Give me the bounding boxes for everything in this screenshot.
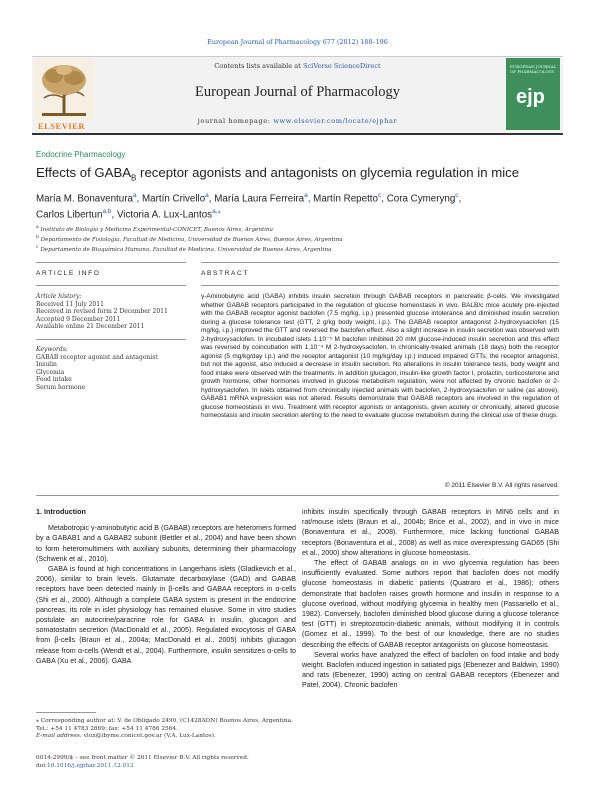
email-label: E-mail address:: [36, 733, 82, 740]
intro-paragraph-5: Several works have analyzed the effect of baclofen on food intake and body weight. Baclofen induced ingestion in satiated pigs (Ebenezer and Baldwin, 1990) and rats (Ebenezer, 1990) acting on central GABAB receptors (Ebenezer and Patel, 2004). Chronic baclofen: [302, 650, 559, 690]
article-title: [36, 165, 566, 183]
author-name[interactable]: Cora Cymeryng: [386, 193, 456, 205]
affiliation-item: [36, 244, 566, 254]
author-affiliation-marker[interactable]: c: [377, 192, 382, 199]
corresponding-footnote: [36, 718, 296, 741]
abstract-rule: [201, 262, 559, 263]
keyword-item[interactable]: Glycemia: [36, 368, 65, 376]
author-line-2: Carlos Libertun$^{a,b}$, Victoria A. Lux-Lantos$^{a,⁎}$: [36, 208, 221, 221]
affiliation-marker: a: [36, 225, 39, 230]
contents-prefix: Contents lists available at: [214, 62, 303, 70]
journal-name: European Journal of Pharmacology: [195, 84, 400, 100]
publisher-name: ELSEVIER: [38, 121, 85, 131]
bottom-info: [36, 755, 296, 770]
homepage-prefix: journal homepage:: [197, 117, 274, 125]
author-affiliation-marker[interactable]: a,⁎: [212, 208, 221, 216]
history-item: Received 11 July 2011: [36, 300, 104, 308]
title-subscript: B: [131, 173, 137, 183]
abstract-bottom-rule: [36, 495, 559, 496]
article-info-rule-2: [36, 285, 186, 286]
keyword-item[interactable]: GABAB receptor agonist and antagonist: [36, 353, 158, 361]
author-name[interactable]: Martín Crivello: [142, 193, 206, 205]
section-label: Endocrine Pharmacology: [36, 150, 126, 159]
header-divider: [32, 133, 563, 135]
affiliation-text: Departamento de Bioquímica Humana, Facultad de Medicina, Universidad de Buenos Aires, Argentina: [40, 246, 332, 253]
email-line: [36, 733, 296, 741]
history-list: [36, 301, 186, 331]
author-name[interactable]: Victoria A. Lux-Lantos: [116, 209, 213, 221]
abstract-heading: ABSTRACT: [201, 270, 249, 277]
affiliation-marker: c: [36, 244, 39, 250]
issn-line: 0014-2999/$ – see front matter © 2011 Elsevier B.V. All rights reserved.: [36, 755, 249, 761]
info-divider: [36, 339, 186, 340]
abstract-text: γ-Aminobutyric acid (GABA) inhibits insulin secretion through GABAB receptors in pancreatic β-cells. We investigated whether GABAB receptors participated in the regulation of glucose homeostasis in vivo. BALB/c mice acutely pre-injected with the GABAB receptor agonist baclofen (7.5 mg/kg, i.p.) presented glucose intolerance and diminished insulin secretion during a glucose tolerance test (GTT, 2 g/kg body weight, i.p.). The GABAB receptor antagonist 2-hydroxysaclofen (15 mg/kg, i.p.) improved the GTT and reversed the baclofen effect. Also a slight increase in insulin secretion was observed with 2-hydroxysaclofen. In incubated islets 1.10⁻⁵ M baclofen inhibited 20 mM glucose-induced insulin secretion and this effect was reversed by coincubation with 1.10⁻⁴ M 2-hydroxysaclofen. In chronically-treated animals (18 days) both the receptor agonist (5 mg/kg/day i.p.) and the receptor antagonist (10 mg/kg/day i.p.) induced impaired GTTs; the receptor antagonist, but not the agonist, also induced a decrease in insulin secretion. No alterations in insulin tolerance tests, body weight and food intake were observed with the treatments. In addition glucagon, insulin-like growth factor I, prolactin, corticosterone and growth hormone, other hormones involved in glucose metabolism regulation, were not affected by chronic baclofen or 2-hydroxysaclofen. In islets obtained from chronically injected animals with baclofen, 2-hydroxysaclofen or saline (as above), GABAB1 mRNA expression was not altered. Results demonstrate that GABAB receptors are involved in the regulation of glucose homeostasis in vivo. Treatment with receptor agonists or antagonists, given acutely or chronically, altered glucose homeostasis and insulin secretion alerting to the need to evaluate glucose metabolism during the clinical use of these drugs.: [201, 293, 559, 419]
history-item: Available online 21 December 2011: [36, 323, 145, 331]
author-affiliation-marker[interactable]: a,b: [102, 208, 112, 216]
affiliation-marker: b: [36, 234, 39, 240]
corresponding-author: ⁎ Corresponding author at: V. de Obligado 2490, (C1428ADN) Buenos Aires, Argentina. Tel.: +54 11 4783 2869; fax: +54 11 4786 2564.: [36, 718, 293, 732]
keyword-item[interactable]: Insulin: [36, 361, 57, 369]
article-info-rule: [36, 262, 186, 263]
author-affiliation-marker[interactable]: a: [304, 192, 308, 199]
intro-paragraph-4: The effect of GABAB analogs on in vivo glycemia regulation has been insufficiently evaluated. Some authors report that baclofen does not modify glucose homeostasis in diabetic patients (Quatraro et al., 1986); others demonstrate that baclofen raises growth hormone and insulin in response to a glucose overload, without modifying glycemia in healthy men (Passariello et al., 1982). Conversely, baclofen diminished blood glucose during a glucose tolerance test (GTT) in streptozotocin-diabetic animals, without modifying it in controls (Gomez et al., 1999). To the best of our knowledge, there are no studies describing the effects of GABAB receptor antagonists on glucose homeostasis.: [302, 559, 559, 649]
intro-heading: 1. Introduction: [36, 507, 86, 516]
author-affiliation-marker[interactable]: a: [205, 192, 209, 199]
affiliation-text: Instituto de Biología y Medicina Experimental-CONICET, Buenos Aires, Argentina: [40, 226, 273, 233]
history-label: Article history:: [36, 293, 82, 300]
journal-cover-thumbnail: [506, 58, 560, 130]
keyword-list: [36, 354, 186, 392]
intro-paragraph-3: inhibits insulin specifically through GABAB receptors in MIN6 cells and in rat/mouse islets (Braun et al., 2004b; Brice et al., 2002), and in vivo in mice (Bonaventura et al., 2008). Furthermore, mice lacking functional GABAB receptors (Bonaventura et al., 2008) as well as mice overexpressing GAD65 (Shi et al., 2000) show alterations in glucose homeostasis.: [302, 508, 559, 557]
affiliations: [36, 224, 566, 254]
footnote-rule: [36, 712, 96, 713]
author-name[interactable]: Carlos Libertun: [36, 209, 103, 221]
cover-title: EUROPEAN JOURNAL OF PHARMACOLOGY: [510, 64, 557, 74]
left-column: [36, 507, 296, 666]
doi-line: [36, 763, 296, 771]
copyright-line: © 2011 Elsevier B.V. All rights reserved.: [444, 482, 559, 489]
author-name[interactable]: Martín Repetto: [313, 193, 378, 205]
right-column: [302, 507, 559, 691]
journal-reference[interactable]: European Journal of Pharmacology 677 (2012) 188–196: [207, 38, 388, 46]
affiliation-text: Departamento de Fisiología, Facultad de Medicina, Universidad de Buenos Aires, Buenos Aires, Argentina: [40, 236, 343, 243]
history-item: Received in revised form 2 December 2011: [36, 308, 168, 316]
intro-paragraph-2: GABA is found at high concentrations in Langerhans islets (Gladkevich et al., 2006), similar to brain levels. Glutamate decarboxylase (GAD) and GABAB receptors have been detected mainly in β-cells and GABAA receptors in α-cells (Shi et al., 2000). Although a complete GABA system is present in the endocrine pancreas, its role in islet physiology has remained elusive. Some in vitro studies postulate an autocrine/paracrine role for GABA in insulin, glucagon and somatostatin secretion (MacDonald et al., 2005). Regulated exocytosis of GABA from β-cells (Braun et al., 2004a; MacDonald et al., 2005) inhibits glucagon release from α-cells (Wendt et al., 2004). Furthermore, insulin sensitizes α-cells to GABA (Xu et al., 2006). GABA: [36, 565, 296, 665]
author-list: [36, 189, 576, 222]
keyword-item[interactable]: Serum hormone: [36, 383, 86, 391]
keyword-item[interactable]: Food intake: [36, 376, 72, 384]
author-affiliation-marker[interactable]: c: [455, 192, 459, 199]
intro-paragraph-1: Metabotropic γ-aminobutyric acid B (GABAB) receptors are heteromers formed by a GABAB1 and a GABAB2 subunit (Bettler et al., 2004) and have been shown to form heteromultimers with auxiliary subunits, determining their pharmacology (Schwenk et al., 2010).: [36, 524, 296, 563]
sciencedirect-link[interactable]: SciVerse ScienceDirect: [302, 62, 381, 70]
email-address[interactable]: vlux@ibyme.conicet.gov.ar (V.A. Lux-Lantos).: [83, 733, 216, 740]
author-affiliation-marker[interactable]: a: [132, 192, 137, 199]
title-part-2: receptor agonists and antagonists on glycemia regulation in mice: [136, 165, 520, 180]
article-info-block: [36, 293, 186, 392]
author-line-1: María M. Bonaventura$^a$, Martín Crivello$^a$, María Laura Ferreira$^a$, Martín Repetto$^c$, Cora Cymeryng$^c$,: [36, 192, 462, 205]
author-name[interactable]: María Laura Ferreira: [214, 193, 305, 205]
affiliation-item: [36, 234, 566, 244]
keywords-label: Keywords:: [36, 345, 68, 353]
abstract-rule-2: [201, 285, 559, 286]
author-name[interactable]: María M. Bonaventura: [36, 193, 133, 205]
article-info-heading: ARTICLE INFO: [36, 270, 101, 277]
affiliation-item: [36, 224, 566, 234]
history-item: Accepted 9 December 2011: [36, 315, 121, 323]
doi-link[interactable]: 10.1016/j.ejphar.2011.12.013: [47, 762, 134, 769]
cover-logo: ejp: [516, 86, 545, 108]
homepage-link[interactable]: www.elsevier.com/locate/ejphar: [273, 117, 398, 125]
doi-label: doi:: [36, 762, 48, 769]
title-part-1: Effects of GABA: [36, 165, 132, 180]
